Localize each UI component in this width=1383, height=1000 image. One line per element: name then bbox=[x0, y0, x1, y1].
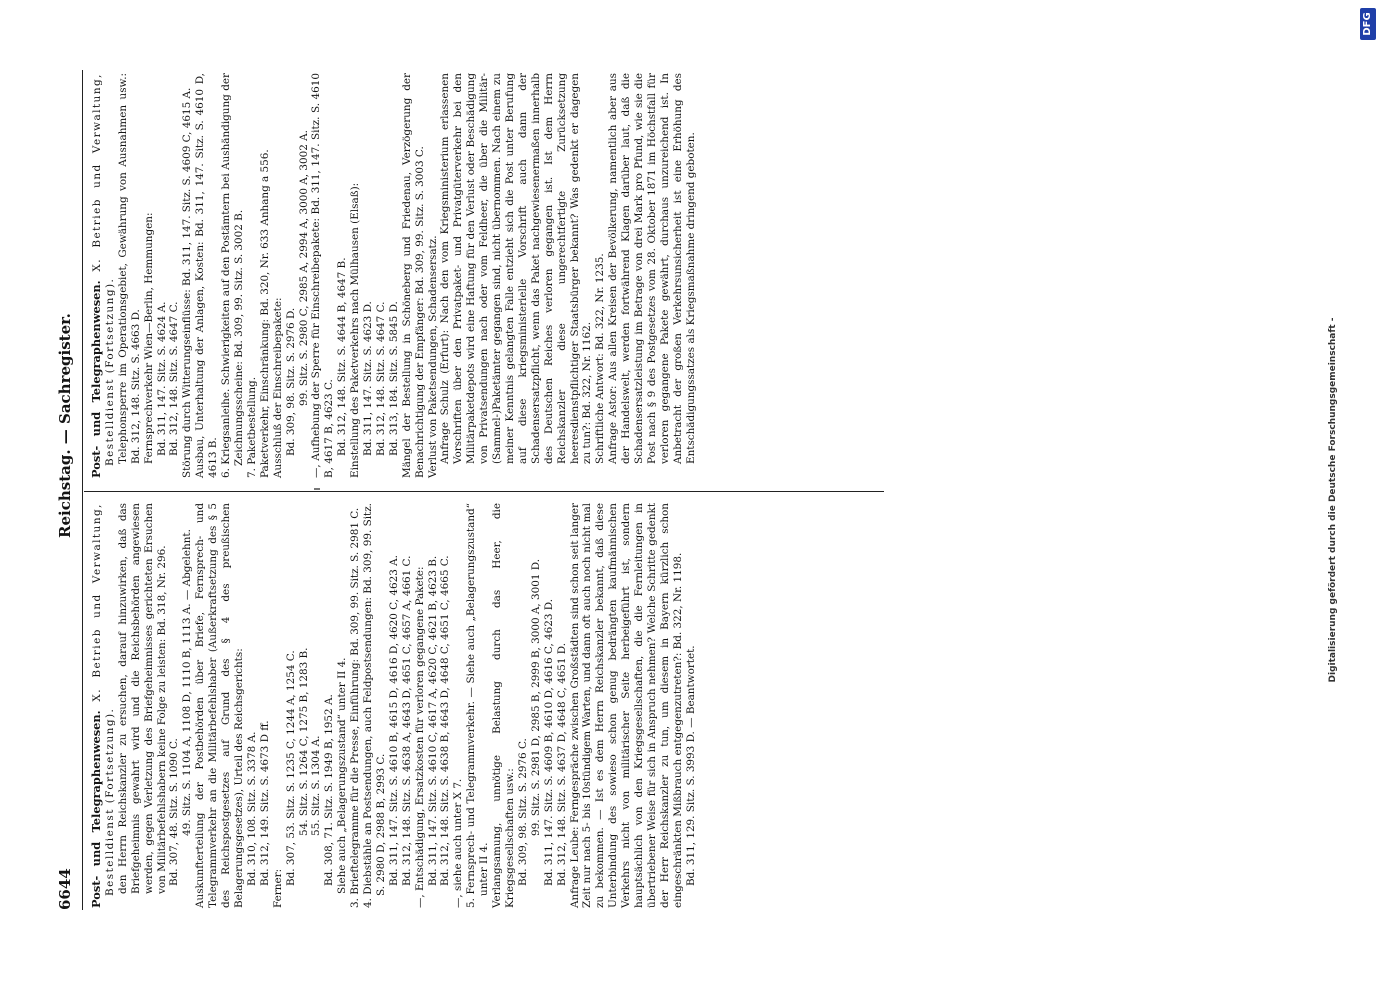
reference: Bd. 312, 148. Sitz. S. 4647 C. bbox=[374, 301, 387, 456]
paragraph: Paketverkehr, Einschränkung: Bd. 320, Nr. 633 Anhang a 556. bbox=[258, 149, 271, 478]
reference: Bd. 312, 148. Sitz. S. 4638 B, 4643 D, 4648 C, 4651 C, 4665 C. bbox=[439, 555, 452, 886]
list-item: 6. Kriegsanleihe. Schwierigkeiten auf den Postämtern bei Aushändigung der Zeichnungsscheine: Bd. 309, 99. Sitz. S. 3002 B. bbox=[220, 73, 245, 478]
right-heading bbox=[90, 73, 117, 478]
reference: Bd. 313, 184. Sitz. S. 5845 D. bbox=[387, 301, 400, 456]
list-item: 4. Diebstähle an Postsendungen, auch Feldpostsendungen: Bd. 309, 99. Sitz. S. 2980 D, 2988 B, 2993 C. bbox=[362, 503, 387, 908]
left-column bbox=[90, 503, 698, 908]
paragraph: Schriftliche Antwort: Bd. 322, Nr. 1235. bbox=[594, 253, 607, 464]
paragraph: —, siehe auch unter X 7. bbox=[452, 778, 465, 908]
reference: 99. Sitz. S. 2981 D, 2985 B, 2999 B, 3000 A, 3001 D. bbox=[529, 558, 542, 836]
paragraph: Anfrage Schulz (Erfurt): Nach den vom Kriegsministerium erlassenen Vorschriften über den Privatpaket- und Privatgüterverkehr bei den Militärpaketdepots wird eine Haftung für den Verlust oder Beschädigung von Privatsendungen nach oder vom Feldheer, die über die Militär-(Sammel-)Paketämter gegangen sind, nicht übernommen. Nach einem zu meiner Kenntnis gelangten Falle entzieht sich die Post unter Berufung auf diese kriegsministerielle Vorschrift auch dann der Schadensersatzpflicht, wenn das Paket nachgewiesenermaßen innerhalb des Deutschen Reiches verloren gegangen ist. Ist dem Herrn Reichskanzler diese ungerechtfertigte Zurücksetzung heeresdienstpflichtiger Staatsbürger bekannt? Was gedenkt er dagegen zu tun?: Bd. 322, Nr. 1162. bbox=[439, 73, 594, 464]
paragraph: Störung durch Witterungseinflüsse: Bd. 311, 147. Sitz. S. 4609 C, 4615 A. bbox=[181, 87, 194, 478]
paragraph: Ausbau, Unterhaltung der Anlagen, Kosten: Bd. 311, 147. Sitz. S. 4610 D, 4613 B. bbox=[194, 73, 220, 478]
reference: Bd. 310, 108. Sitz. S. 3378 A. bbox=[245, 731, 258, 886]
right-heading-bold: Post- und Telegraphenwesen. bbox=[89, 280, 103, 478]
right-column bbox=[90, 73, 698, 478]
reference: Bd. 308, 71. Sitz. S. 1949 B, 1952 A. bbox=[323, 694, 336, 886]
paragraph: —, Entschädigung, Ersatzkosten für verloren gegangene Pakete: bbox=[413, 566, 426, 908]
document-page bbox=[52, 70, 1352, 910]
paragraph: Telephonsperre im Operationsgebiet, Gewährung von Ausnahmen usw.: Bd. 312, 148. Sitz. S. 4663 D. bbox=[116, 73, 142, 464]
paragraph: Ferner: bbox=[271, 868, 284, 908]
left-heading-bold: Post- und Telegraphenwesen. bbox=[89, 710, 103, 908]
reference: Bd. 312, 148. Sitz. S. 4638 A, 4643 D, 4651 C, 4657 A, 4661 C. bbox=[400, 555, 413, 886]
print-speck bbox=[314, 488, 320, 490]
reference: Bd. 307, 53. Sitz. S. 1235 C, 1244 A, 1254 C. bbox=[284, 650, 297, 886]
reference: 55. Sitz. S. 1304 A. bbox=[310, 735, 323, 836]
header-rule bbox=[82, 70, 83, 910]
reference: 54. Sitz. S. 1264 C, 1275 B, 1283 B. bbox=[297, 647, 310, 836]
reference: Bd. 311, 129. Sitz. S. 3993 D. — Beantwortet. bbox=[684, 645, 697, 886]
reference: Bd. 309, 98. Sitz. S. 2976 C. bbox=[516, 738, 529, 886]
reference: Bd. 311, 147. Sitz. S. 4624 A. bbox=[155, 301, 168, 456]
column-divider bbox=[84, 491, 884, 492]
paragraph: Fernsprechverkehr Wien—Berlin, Hemmungen: bbox=[142, 212, 155, 464]
paragraph: Anfrage Leube: Ferngespräche zwischen Großstädten sind schon seit langer Zeit nur nach 5- bis 10stündigem Warten, und dann oft auch noch nicht mal zu bekommen. — Ist es dem Herrn Reichskanzler bekannt, daß diese Unterbindung des sowieso schon genug bedrängten kaufmännischen Verkehrs nicht von militärischer Seite herbeigeführt ist, sondern hauptsächlich von den Kriegsgesellschaften, die die Fernleitungen in übertriebener Weise für sich in Anspruch nehmen? Welche Schritte gedenkt der Herr Reichskanzler zu tun, um diesem in Bayern kürzlich schon eingeschränkten Mißbrauch entgegenzutreten?: Bd. 322, Nr. 1198. bbox=[568, 503, 684, 908]
list-item: 3. Brieftelegramme für die Presse, Einführung: Bd. 309, 99. Sitz. S. 2981 C. bbox=[349, 507, 362, 908]
reference: Bd. 311, 147. Sitz. S. 4623 D. bbox=[362, 301, 375, 456]
paragraph: Einstellung des Paketverkehrs nach Mülhausen (Elsaß): bbox=[349, 182, 362, 478]
reference: Bd. 311, 147. Sitz. S. 4609 B, 4610 D, 4616 C, 4623 D. bbox=[542, 598, 555, 886]
right-heading-rest: X. Betrieb und Verwaltung, Bestelldienst (Fortsetzung). bbox=[91, 73, 116, 466]
reference: Bd. 312, 148. Sitz. S. 4637 D, 4648 C, 4651 D. bbox=[555, 642, 568, 886]
dfg-logo: DFG bbox=[1360, 8, 1376, 40]
reference: Bd. 311, 147. Sitz. S. 4610 C, 4617 A, 4620 C, 4621 B, 4623 B. bbox=[426, 555, 439, 886]
list-item: 7. Paketbestellung. bbox=[245, 377, 258, 478]
page-header bbox=[56, 70, 78, 910]
reference: 49. Sitz. S. 1104 A, 1108 D, 1110 B, 1113 A. — Abgelehnt. bbox=[181, 529, 194, 836]
paragraph: Verlangsamung, unnötige Belastung durch das Heer, die Kriegsgesellschaften usw.: bbox=[491, 503, 516, 908]
reference: Bd. 312, 149. Sitz. S. 4673 D ff. bbox=[258, 720, 271, 886]
paragraph: Verlust von Paketsendungen, Schadensersatz. bbox=[426, 235, 439, 478]
reference: Bd. 311, 147. Sitz. S. 4610 B, 4615 D, 4616 D, 4620 C, 4623 A. bbox=[387, 555, 400, 886]
paragraph: Siehe auch „Belagerungszustand“ unter II 4. bbox=[336, 657, 349, 894]
paragraph: Auskunfterteilung der Postbehörden über Briefe, Fernsprech- und Telegrammverkehr an die Militärbefehlshaber (Außerkraftsetzung des § 5 des Reichspostgesetzes auf Grund des § 4 des preußischen Belagerungsgesetzes), Urteil des Reichsgerichts: bbox=[194, 503, 245, 908]
page-number: 6644 bbox=[56, 868, 74, 910]
running-title: Reichstag. — Sachregister. bbox=[56, 313, 74, 538]
paragraph: Mängel der Bestellung in Schöneberg und Friedenau, Verzögerung der Benachrichtigung der Empfänger: Bd. 309, 99. Sitz. S. 3003 C. bbox=[400, 73, 426, 478]
left-heading-rest: X. Betrieb und Verwaltung, Bestelldienst (Fortsetzung). bbox=[91, 503, 116, 896]
reference: 99. Sitz. S. 2980 C, 2985 A, 2994 A, 3000 A, 3002 A. bbox=[297, 130, 310, 406]
left-heading bbox=[90, 503, 117, 908]
paragraph: Anfrage Astor: Aus allen Kreisen der Bevölkerung, namentlich aber aus der Handelswelt, werden fortwährend Klagen darüber laut, daß die Schadensersatzleistung im Betrage von drei Mark pro Pfund, wie sie die Post nach § 9 des Postgesetzes vom 28. Oktober 1871 im Höchstfall für verloren gegangene Pakete gewährt, durchaus unzureichend ist. In Anbetracht der großen Verkehrsunsicherheit ist eine Erhöhung des Entschädigungssatzes als Kriegsmaßnahme dringend geboten. bbox=[607, 73, 697, 464]
reference: Bd. 309, 98. Sitz. S. 2976 D. bbox=[284, 307, 297, 456]
reference: Bd. 307, 48. Sitz. S. 1090 C. bbox=[168, 738, 181, 886]
list-item: 5. Fernsprech- und Telegrammverkehr. — Siehe auch „Belagerungszustand“ unter II 4. bbox=[465, 503, 491, 908]
reference: Bd. 312, 148. Sitz. S. 4644 B, 4647 B. bbox=[336, 257, 349, 456]
credit-text: Digitalisierung gefördert durch die Deutsche Forschungsgemeinschaft - bbox=[1328, 317, 1338, 683]
paragraph: Ausschluß der Einschreibepakete: bbox=[271, 297, 284, 478]
digitization-credit bbox=[1328, 0, 1338, 1000]
paragraph: —, Aufhebung der Sperre für Einschreibepakete: Bd. 311, 147. Sitz. S. 4610 B, 4617 B, 4623 C. bbox=[310, 73, 336, 478]
reference: Bd. 312, 148. Sitz. S. 4647 C. bbox=[168, 301, 181, 456]
paragraph: den Herrn Reichskanzler zu ersuchen, darauf hinzuwirken, daß das Briefgeheimnis gewahrt wird und die Reichsbehörden angewiesen werden, gegen Verletzung des Briefgeheimnisses gerichteten Ersuchen von Militärbefehlshabern keine Folge zu leisten: Bd. 318, Nr. 296. bbox=[116, 503, 168, 894]
